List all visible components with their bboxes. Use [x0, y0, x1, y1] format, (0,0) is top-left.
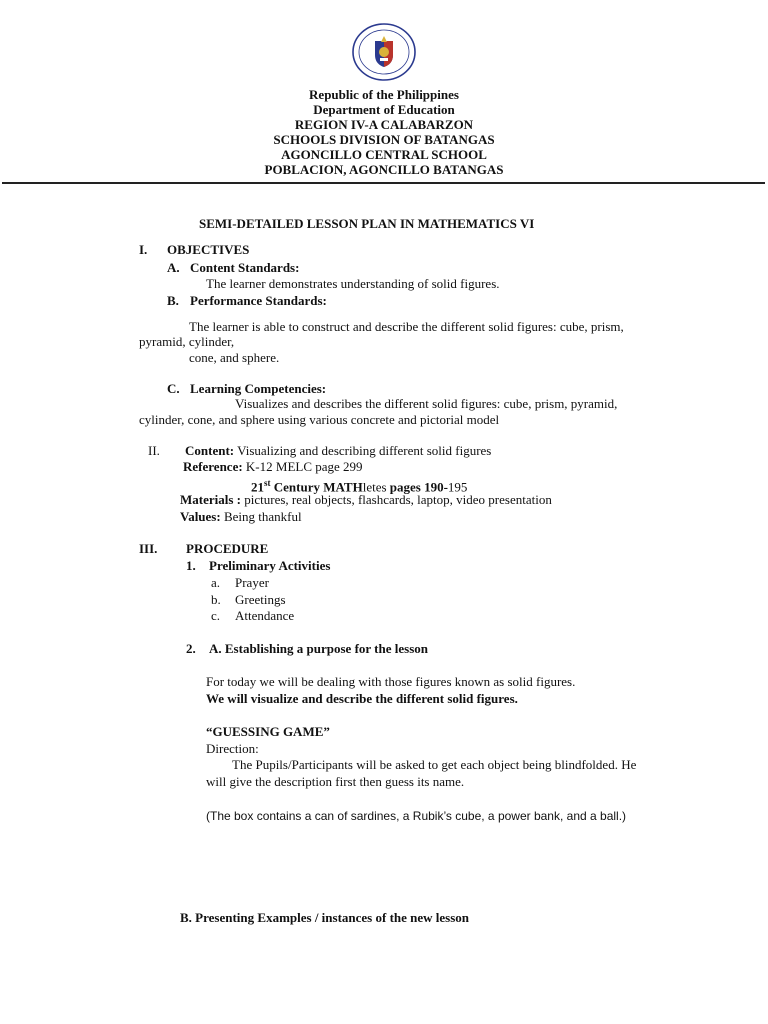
header-line-school: AGONCILLO CENTRAL SCHOOL: [281, 147, 487, 162]
values-line: [180, 509, 302, 525]
book-title-bold: Century MATH: [270, 479, 363, 495]
section-heading-objectives: OBJECTIVES: [167, 242, 250, 257]
content-text: Visualizing and describing different solid figures: [237, 443, 492, 458]
purpose-text-bold: We will visualize and describe the different solid figures.: [206, 691, 518, 706]
preliminary-activities-label: Preliminary Activities: [209, 558, 331, 573]
marker-c: C.: [167, 381, 180, 396]
purpose-text: For today we will be dealing with those figures known as solid figures.: [206, 674, 576, 689]
marker-2: 2.: [186, 641, 196, 656]
marker-a: A.: [167, 260, 180, 275]
list-marker: a.: [211, 575, 221, 590]
establishing-purpose-label: A. Establishing a purpose for the lesson: [209, 641, 428, 656]
reference-text: K-12 MELC page 299: [245, 459, 363, 474]
header-divider: [2, 182, 765, 184]
content-standards-text: The learner demonstrates understanding of solid figures.: [206, 276, 500, 291]
header-line-address: POBLACION, AGONCILLO BATANGAS: [264, 162, 504, 177]
header-line-republic: Republic of the Philippines: [309, 87, 459, 102]
performance-standards-label: Performance Standards:: [190, 293, 327, 308]
book-pages-end: 195: [447, 479, 468, 495]
game-title: “GUESSING GAME”: [206, 724, 330, 739]
list-marker: c.: [211, 608, 221, 623]
content-standards-label: Content Standards:: [190, 260, 300, 275]
direction-label: Direction:: [206, 741, 259, 756]
header-line-division: SCHOOLS DIVISION OF BATANGAS: [273, 132, 495, 147]
header-line-department: Department of Education: [313, 102, 455, 117]
learning-competencies-line: Visualizes and describes the different solid figures: cube, prism, pyramid,: [235, 396, 618, 411]
direction-text: will give the description first then guess its name.: [206, 774, 465, 789]
list-marker: b.: [211, 592, 221, 607]
materials-text: pictures, real objects, flashcards, laptop, video presentation: [244, 492, 552, 507]
learning-competencies-label: Learning Competencies:: [190, 381, 327, 396]
book-title-rest: letes: [362, 479, 387, 495]
content-label: Content:: [185, 443, 235, 458]
book-pages-bold: pages 190-: [386, 479, 448, 495]
values-text: Being thankful: [223, 509, 302, 524]
marker-1: 1.: [186, 558, 196, 573]
header-line-region: REGION IV-A CALABARZON: [294, 117, 474, 132]
performance-standards-line: cone, and sphere.: [189, 350, 280, 365]
section-number-content: II.: [148, 443, 160, 458]
performance-standards-line: The learner is able to construct and describe the different solid figures: cube, prism,: [189, 319, 624, 334]
direction-text: The Pupils/Participants will be asked to get each object being blindfolded. He: [232, 757, 637, 772]
marker-b: B.: [167, 293, 179, 308]
list-item-attendance: Attendance: [235, 608, 295, 623]
deped-seal: [351, 22, 417, 82]
section-number-objectives: I.: [139, 242, 148, 257]
book-ordinal: 21: [251, 479, 264, 495]
content-line: [185, 443, 491, 459]
materials-label: Materials :: [180, 492, 242, 507]
materials-line: [180, 492, 552, 508]
box-contents-note: (The box contains a can of sardines, a Rubik’s cube, a power bank, and a ball.): [206, 809, 627, 823]
values-label: Values:: [180, 509, 221, 524]
presenting-examples-label: B. Presenting Examples / instances of the new lesson: [180, 910, 470, 925]
performance-standards-line: pyramid, cylinder,: [139, 334, 235, 349]
list-item-greetings: Greetings: [235, 592, 286, 607]
list-item-prayer: Prayer: [235, 575, 269, 590]
learning-competencies-line: cylinder, cone, and sphere using various concrete and pictorial model: [139, 412, 500, 427]
section-number-procedure: III.: [139, 541, 158, 556]
section-heading-procedure: PROCEDURE: [186, 541, 269, 556]
reference-line: [183, 459, 363, 475]
reference-label: Reference:: [183, 459, 243, 474]
document-title: SEMI-DETAILED LESSON PLAN IN MATHEMATICS VI: [199, 216, 535, 231]
book-ordinal-suffix: st: [264, 478, 271, 488]
